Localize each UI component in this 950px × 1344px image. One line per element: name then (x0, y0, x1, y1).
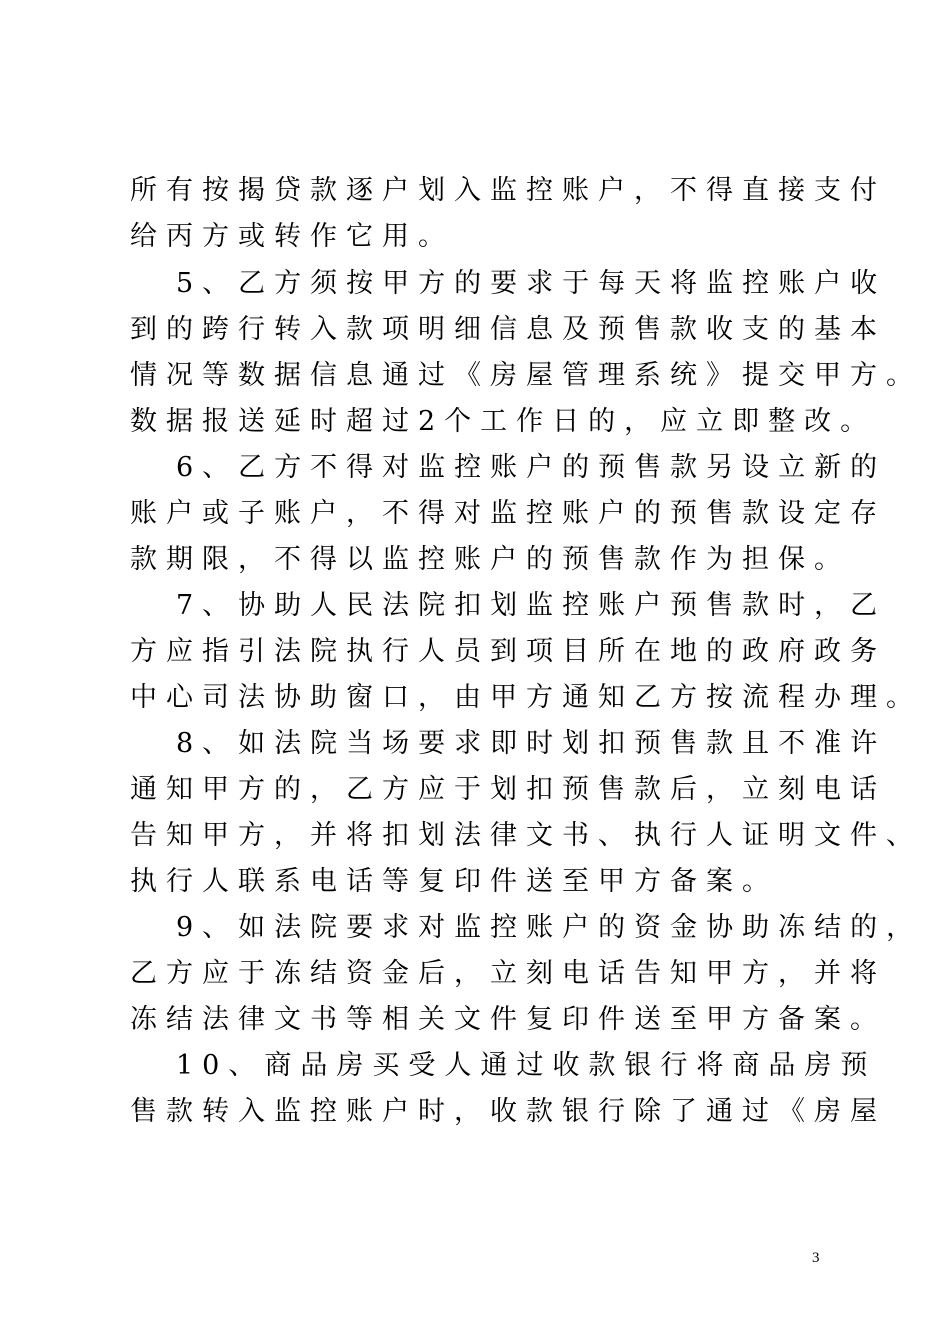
paragraph-5-start: 5、乙方须按甲方的要求于每天将监控账户收 (176, 268, 887, 299)
text-line: 方应指引法院执行人员到项目所在地的政府政务 (130, 636, 886, 667)
text-line: 执行人联系电话等复印件送至甲方备案。 (130, 866, 778, 897)
paragraph-6-start: 6、乙方不得对监控账户的预售款另设立新的 (176, 452, 887, 483)
text-line: 到的跨行转入款项明细信息及预售款收支的基本 (130, 314, 886, 345)
text-line: 售款转入监控账户时，收款银行除了通过《房屋 (130, 1096, 886, 1127)
paragraph-8-start: 8、如法院当场要求即时划扣预售款且不准许 (176, 728, 887, 759)
text-line: 款期限，不得以监控账户的预售款作为担保。 (130, 544, 850, 575)
text-line: 乙方应于冻结资金后，立刻电话告知甲方，并将 (130, 958, 886, 989)
paragraph-7-start: 7、协助人民法院扣划监控账户预售款时，乙 (176, 590, 887, 621)
text-line: 通知甲方的，乙方应于划扣预售款后，立刻电话 (130, 774, 886, 805)
text-line: 告知甲方，并将扣划法律文书、执行人证明文件、 (130, 820, 922, 851)
page-number: 3 (812, 1250, 820, 1266)
paragraph-10-start: 10、商品房买受人通过收款银行将商品房预 (176, 1050, 877, 1081)
text-line: 所有按揭贷款逐户划入监控账户，不得直接支付 (130, 175, 886, 206)
text-line: 冻结法律文书等相关文件复印件送至甲方备案。 (130, 1004, 886, 1035)
text-line: 情况等数据信息通过《房屋管理系统》提交甲方。 (130, 360, 922, 391)
text-line: 账户或子账户，不得对监控账户的预售款设定存 (130, 498, 886, 529)
text-line: 数据报送延时超过2个工作日的，应立即整改。 (130, 406, 877, 437)
text-line: 给丙方或转作它用。 (130, 221, 454, 252)
text-line: 中心司法协助窗口，由甲方通知乙方按流程办理。 (130, 682, 922, 713)
paragraph-9-start: 9、如法院要求对监控账户的资金协助冻结的， (176, 912, 923, 943)
